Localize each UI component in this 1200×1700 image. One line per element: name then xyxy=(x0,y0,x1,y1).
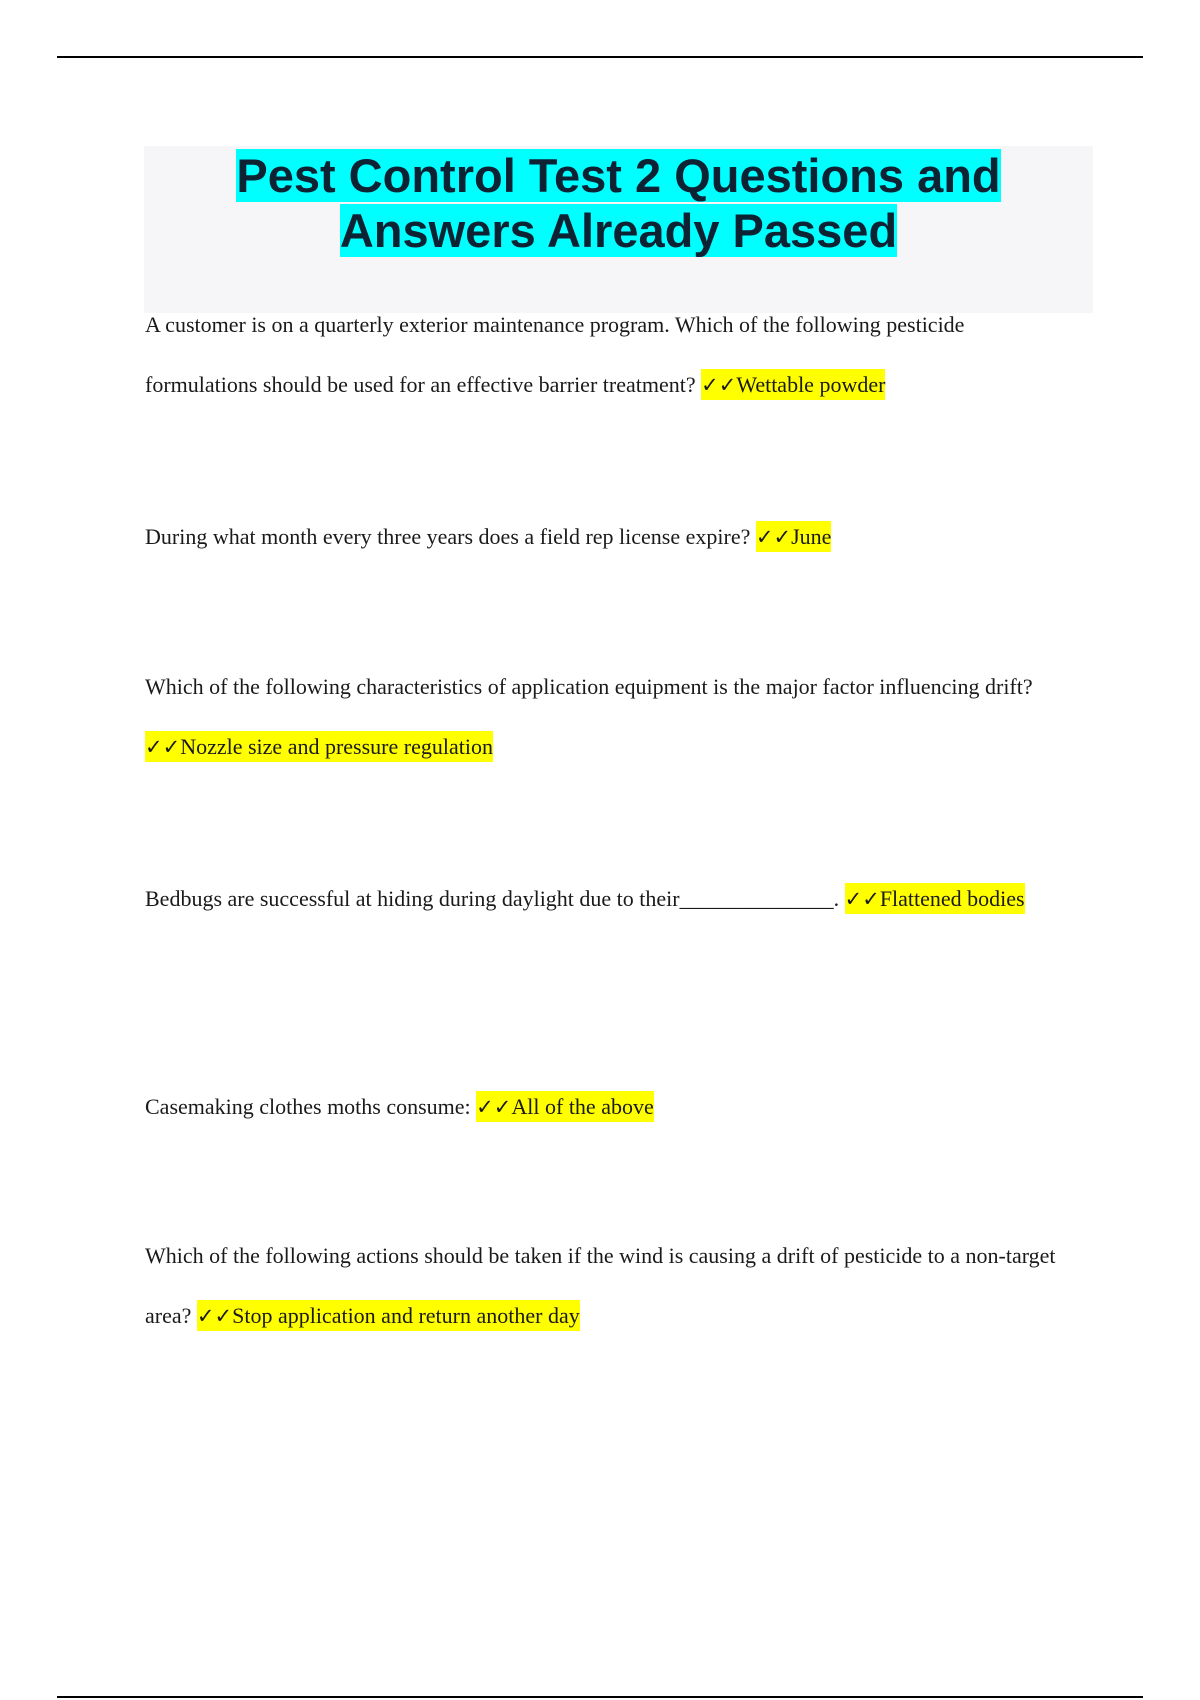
title-line-2: Answers Already Passed xyxy=(339,204,898,257)
qa-item-4 xyxy=(145,869,1075,929)
double-check-icon: ✓✓ xyxy=(755,525,792,549)
question-text: A customer is on a quarterly exterior maintenance program. Which of the following pesticide formulations should be used for an effective barrier treatment? xyxy=(145,312,965,397)
answer-text: All of the above xyxy=(511,1094,654,1119)
answer-text: Stop application and return another day xyxy=(232,1303,580,1328)
title-block xyxy=(144,146,1093,313)
double-check-icon: ✓✓ xyxy=(701,373,737,397)
answer-text: June xyxy=(791,524,832,549)
qa-item-2 xyxy=(145,507,1075,567)
double-check-icon: ✓✓ xyxy=(844,887,880,911)
question-text: Which of the following characteristics of application equipment is the major factor influencing drift? xyxy=(145,674,1033,699)
document-title xyxy=(144,148,1093,258)
double-check-icon: ✓✓ xyxy=(196,1304,233,1328)
qa-item-1 xyxy=(145,295,1075,415)
answer-text: Flattened bodies xyxy=(879,886,1025,911)
title-line-1: Pest Control Test 2 Questions and xyxy=(236,149,1001,202)
answer-highlight xyxy=(476,1091,654,1122)
qa-item-3 xyxy=(145,657,1075,777)
answer-highlight xyxy=(845,883,1025,914)
question-text: Casemaking clothes moths consume: xyxy=(145,1094,471,1119)
answer-text: Nozzle size and pressure regulation xyxy=(180,734,493,759)
question-text: Which of the following actions should be taken if the wind is causing a drift of pesticide to a non-target area? xyxy=(145,1243,1056,1328)
qa-item-5 xyxy=(145,1077,1075,1137)
answer-highlight xyxy=(197,1300,580,1331)
answer-highlight xyxy=(756,521,832,552)
footer-rule xyxy=(57,1696,1143,1698)
header-rule xyxy=(57,56,1143,58)
answer-highlight xyxy=(145,731,493,762)
double-check-icon: ✓✓ xyxy=(476,1095,512,1119)
double-check-icon: ✓✓ xyxy=(145,735,181,759)
answer-highlight xyxy=(701,369,885,400)
qa-item-6 xyxy=(145,1226,1075,1346)
answer-text: Wettable powder xyxy=(736,372,886,397)
question-text: Bedbugs are successful at hiding during daylight due to their______________. xyxy=(145,886,840,911)
question-text: During what month every three years does a field rep license expire? xyxy=(145,524,751,549)
